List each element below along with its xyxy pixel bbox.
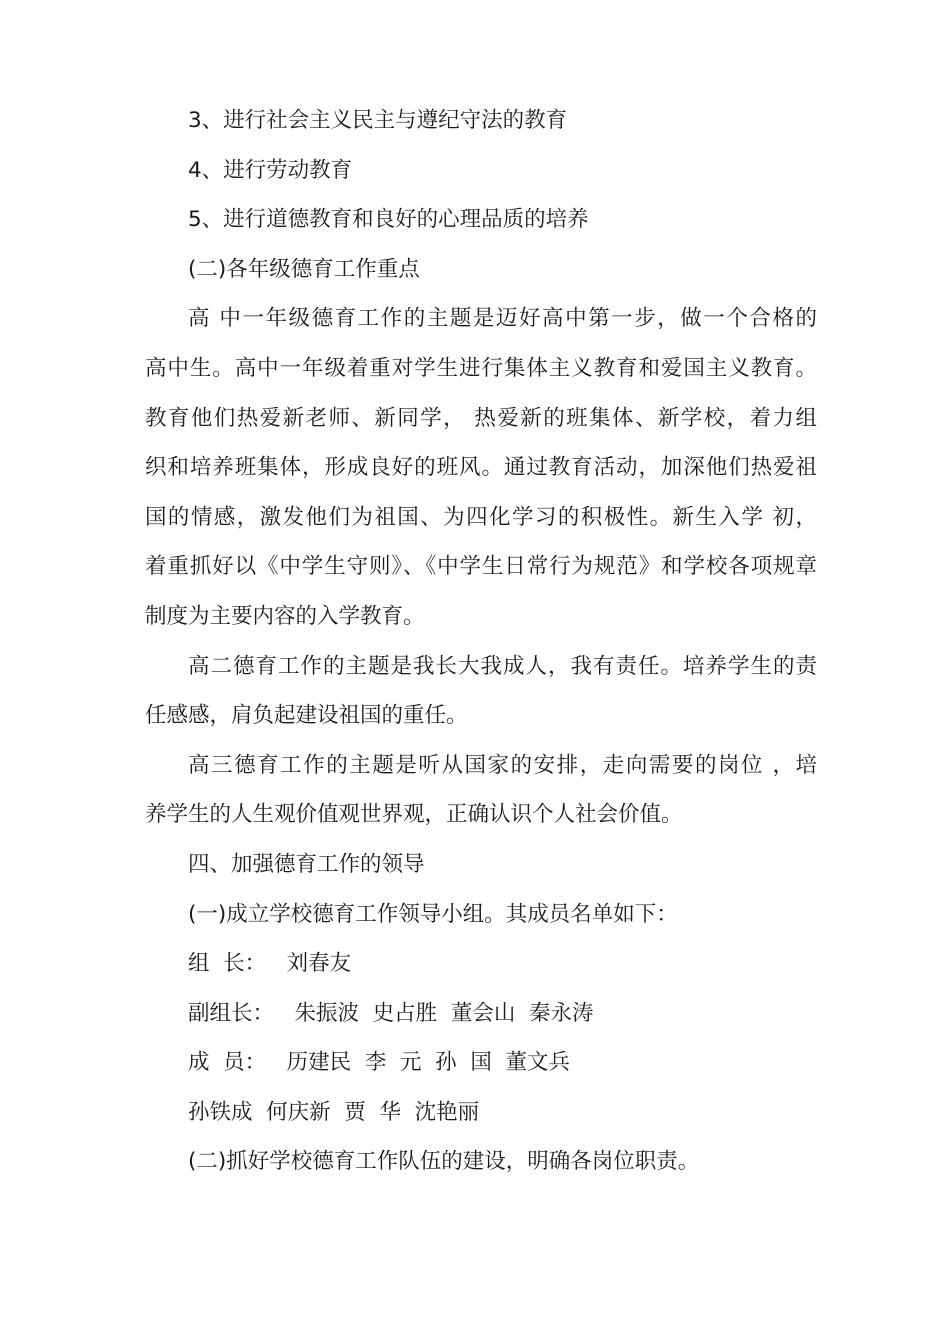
section-heading-leadership: 四、加强德育工作的领导 [188,851,425,877]
section-heading-grade-focus: (二)各年级德育工作重点 [188,256,420,282]
paragraph-grade-one-line: 高中生。高中一年级着重对学生进行集体主义教育和爱国主义教育。 [145,355,817,381]
paragraph-grade-one-line: 织和培养班集体，形成良好的班风。通过教育活动，加深他们热爱祖 [145,455,817,481]
paragraph-grade-one-line: 高 中一年级德育工作的主题是迈好高中第一步，做一个合格的 [188,306,817,332]
member-row-members-continued: 孙铁成 何庆新 贾 华 沈艳丽 [188,1099,480,1125]
paragraph-grade-two-line: 高二德育工作的主题是我长大我成人，我有责任。培养学生的责 [188,653,817,679]
paragraph-grade-one-line: 国的情感，激发他们为祖国、为四化学习的积极性。新生入学 初， [145,504,817,530]
member-row-leader: 组 长： 刘春友 [188,951,352,977]
subsection-heading-leading-group: (一)成立学校德育工作领导小组。其成员名单如下： [188,901,678,927]
list-item-3: 3、进行社会主义民主与遵纪守法的教育 [188,108,568,133]
paragraph-grade-one-line: 制度为主要内容的入学教育。 [145,603,425,629]
paragraph-grade-two-line: 任感感，肩负起建设祖国的重任。 [145,703,468,729]
list-item-5: 5、进行道德教育和良好的心理品质的培养 [188,207,589,233]
paragraph-grade-three-line: 高三德育工作的主题是听从国家的安排，走向需要的岗位 ，培 [188,752,817,778]
paragraph-grade-one-line: 着重抓好以《中学生守则》、《中学生日常行为规范》和学校各项规章 [145,554,817,580]
document-body [145,96,817,1187]
paragraph-grade-one-line: 教育他们热爱新老师、新同学， 热爱新的班集体、新学校，着力组 [145,405,817,431]
member-row-members: 成 员： 历建民 李 元 孙 国 董文兵 [188,1050,571,1076]
paragraph-grade-three-line: 养学生的人生观价值观世界观，正确认识个人社会价值。 [145,802,683,828]
list-item-4: 4、进行劳动教育 [188,157,353,183]
subsection-heading-team-building: (二)抓好学校德育工作队伍的建设，明确各岗位职责。 [188,1149,700,1175]
member-row-deputy-leaders: 副组长： 朱振波 史占胜 董会山 秦永涛 [188,1000,594,1026]
